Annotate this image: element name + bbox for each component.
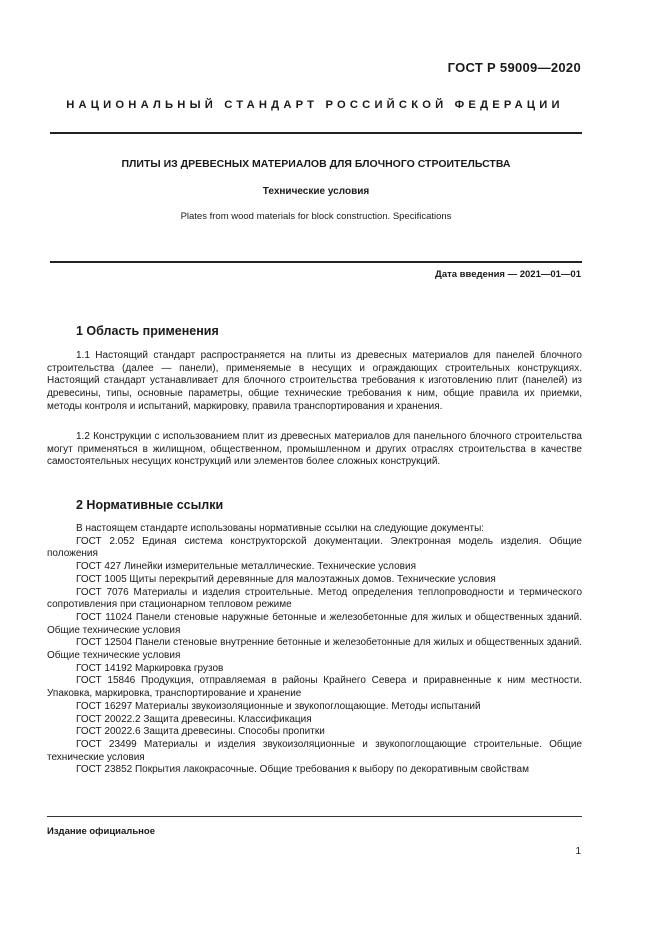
reference-item: ГОСТ 23852 Покрытия лакокрасочные. Общие требования к выбору по декоративным свойствам [76,764,529,776]
title-rule [50,261,582,263]
reference-item: ГОСТ 11024 Панели стеновые наружные бетонные и железобетонные для жилых и общественных зданий. Общие технические условия [47,611,582,636]
reference-item: ГОСТ 1005 Щиты перекрытий деревянные для малоэтажных домов. Технические условия [76,573,496,585]
section-2-heading: 2 Нормативные ссылки [76,498,224,512]
reference-item: ГОСТ 427 Линейки измерительные металлические. Технические условия [76,561,416,573]
introduction-date: Дата введения — 2021—01—01 [435,269,581,280]
references-intro: В настоящем стандарте использованы нормативные ссылки на следующие документы: [76,523,485,534]
official-edition-label: Издание официальное [47,826,155,837]
paragraph-1-1: 1.1 Настоящий стандарт распространяется на плиты из древесных материалов для панелей блочного строительства (далее — панели), применяемые в несущих и ограждающих строительных конструкциях. Настоящий стандарт устанавливает для блочного строительства требования к изготовлению плит (панелей) из древесины, типы, основные параметры, общие технические требования к ним, общие правила их приемки, методы контроля и испытаний, маркировку, правила транспортирования и хранения. [47,350,582,412]
document-subtitle: Технические условия [262,186,370,197]
reference-item: ГОСТ 15846 Продукция, отправляемая в районы Крайнего Севера и приравненные к ним местности. Упаковка, маркировка, транспортирование и хранение [47,675,582,700]
header-rule [50,132,582,134]
reference-item: ГОСТ 12504 Панели стеновые внутренние бетонные и железобетонные для жилых и общественных зданий. Общие технические условия [47,637,582,662]
footer-rule [47,816,582,817]
reference-item: ГОСТ 14192 Маркировка грузов [76,662,224,674]
reference-item: ГОСТ 23499 Материалы и изделия звукоизоляционные и звукопоглощающие строительные. Общие технические условия [47,738,582,763]
section-1-heading: 1 Область применения [76,324,219,338]
reference-item: ГОСТ 2.052 Единая система конструкторской документации. Электронная модель изделия. Общие положения [47,535,582,560]
normative-references [47,523,582,777]
paragraph-1-2: 1.2 Конструкции с использованием плит из древесных материалов для панельного блочного строительства могут применяться в жилищном, общественном, промышленном и других отраслях строительства в качестве самостоятельных несущих конструкций или элементов более сложных конструкций. [47,431,582,468]
standard-title: НАЦИОНАЛЬНЫЙ СТАНДАРТ РОССИЙСКОЙ ФЕДЕРАЦИИ [66,99,564,111]
document-title: ПЛИТЫ ИЗ ДРЕВЕСНЫХ МАТЕРИАЛОВ ДЛЯ БЛОЧНОГО СТРОИТЕЛЬСТВА [121,158,511,170]
english-title: Plates from wood materials for block construction. Specifications [180,211,452,222]
page-number: 1 [575,846,581,857]
document-number: ГОСТ Р 59009—2020 [447,60,581,75]
reference-item: ГОСТ 20022.2 Защита древесины. Классификация [76,713,312,725]
reference-item: ГОСТ 20022.6 Защита древесины. Способы пропитки [76,726,325,738]
reference-item: ГОСТ 16297 Материалы звукоизоляционные и звукопоглощающие. Методы испытаний [76,700,481,712]
reference-item: ГОСТ 7076 Материалы и изделия строительные. Метод определения теплопроводности и термического сопротивления при стационарном тепловом режиме [47,586,582,611]
